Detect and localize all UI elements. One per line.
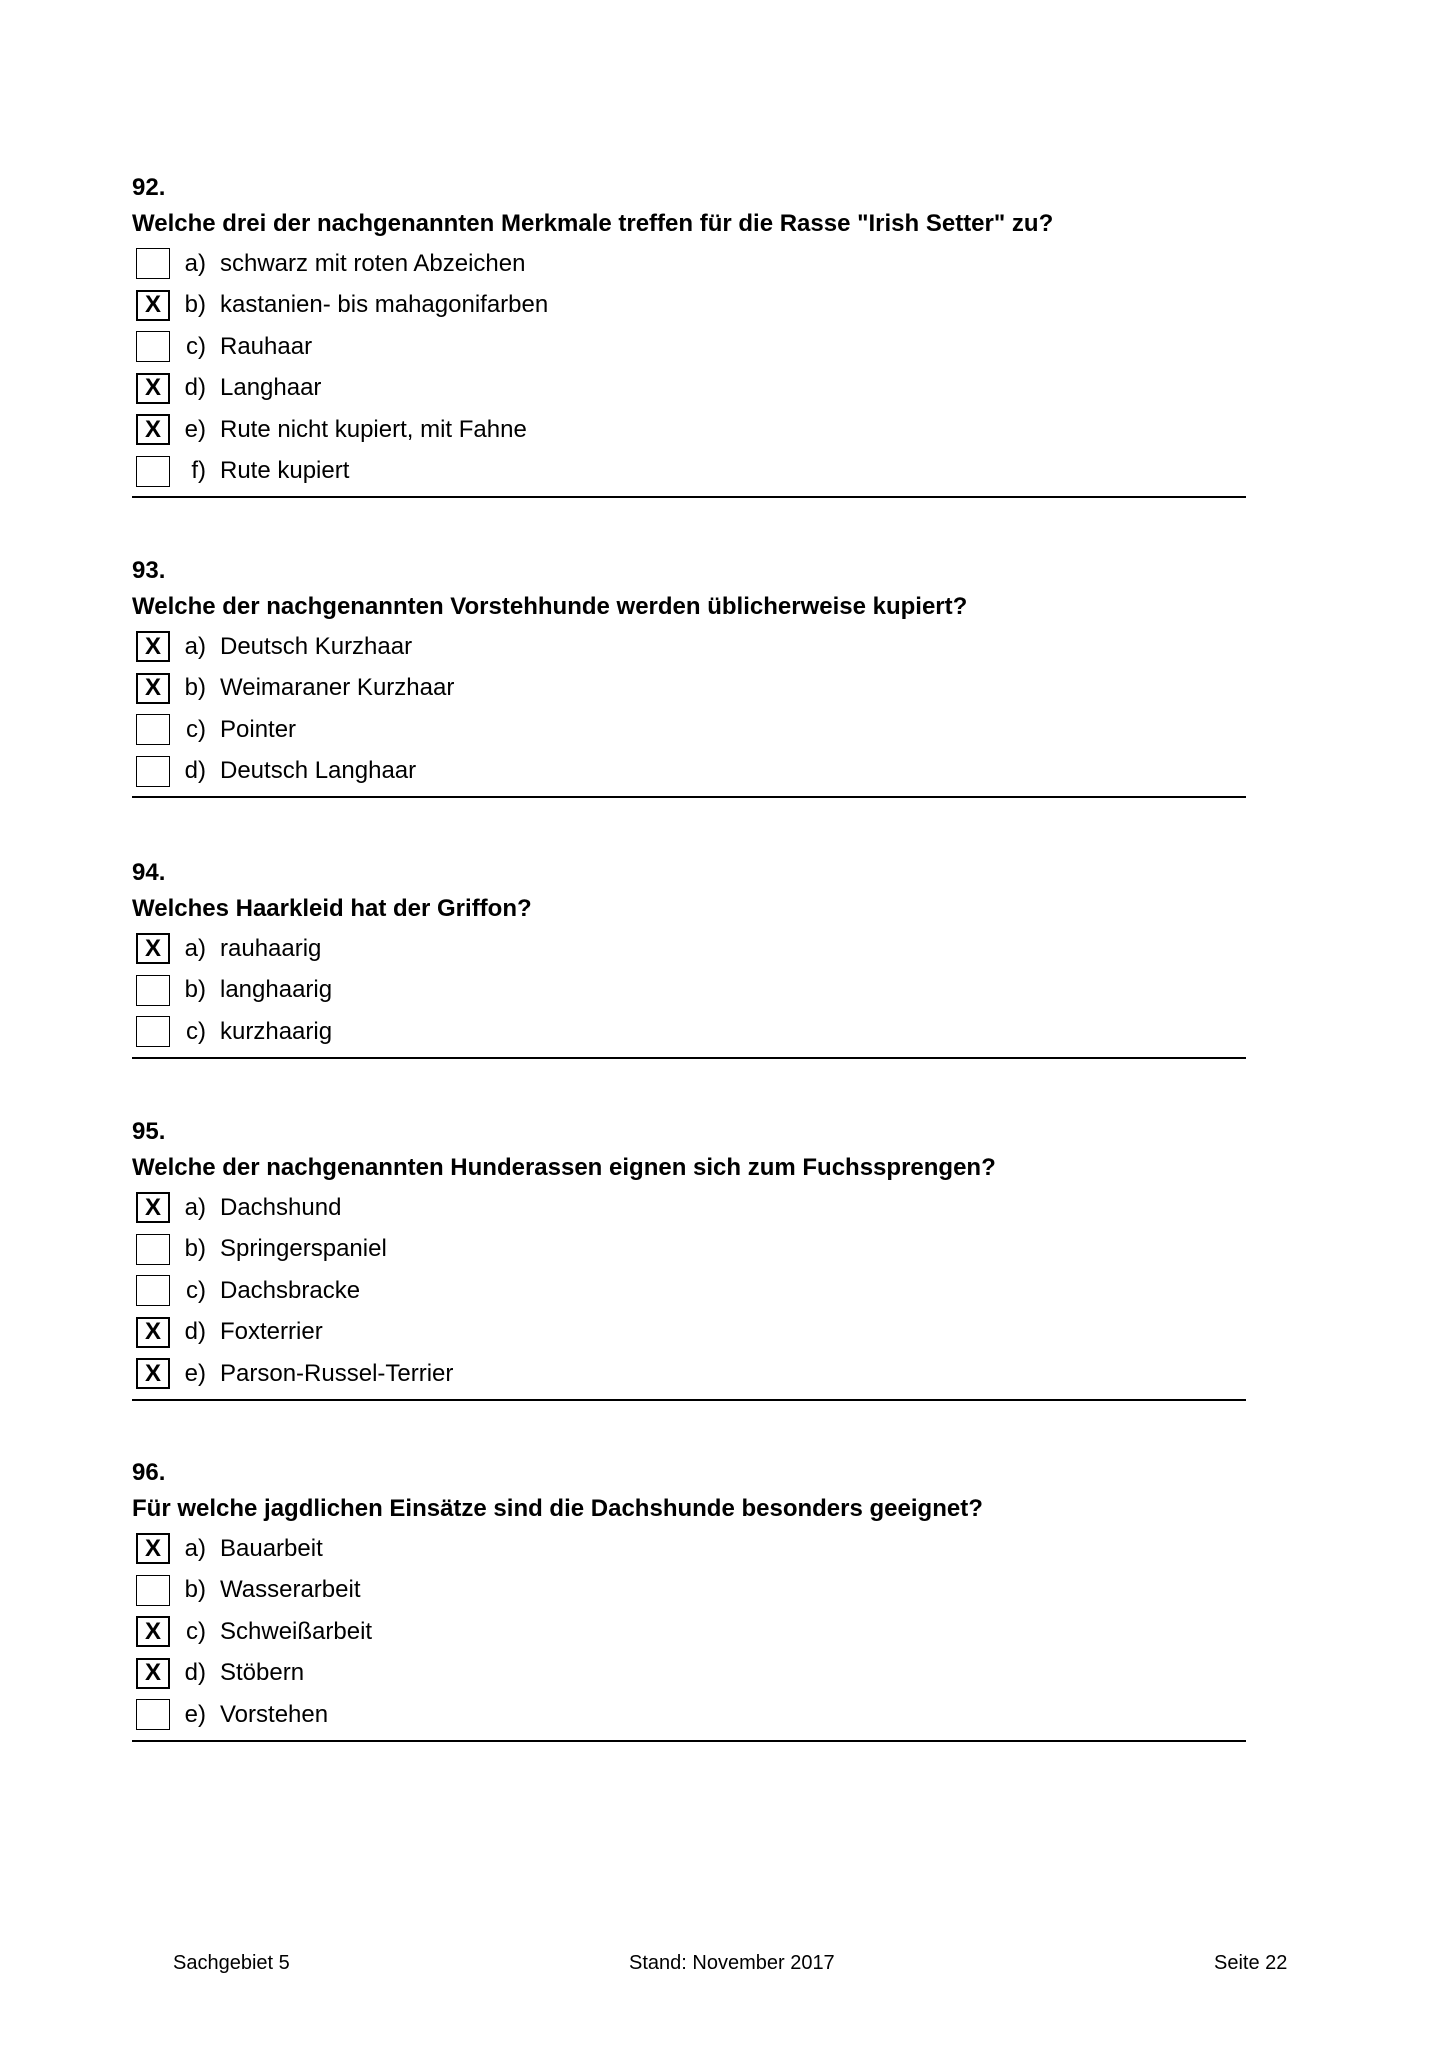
option-text: Parson-Russel-Terrier <box>220 1359 454 1387</box>
option-text: Rute kupiert <box>220 457 350 485</box>
empty-checkbox[interactable] <box>136 1275 170 1306</box>
question-rule-spacer <box>132 1053 1246 1057</box>
answer-option <box>132 1653 1246 1695</box>
question-rule-spacer <box>132 1736 1246 1740</box>
answer-option <box>132 1353 1246 1395</box>
option-letter: a) <box>184 249 206 277</box>
empty-checkbox[interactable] <box>136 756 170 787</box>
question-number: 96. <box>132 1459 166 1486</box>
question-rule-spacer <box>132 1395 1246 1399</box>
option-letter: c) <box>186 1617 206 1645</box>
option-text: kurzhaarig <box>220 1017 333 1045</box>
checked-checkbox[interactable]: X <box>136 1616 170 1647</box>
footer-page-number: Seite 22 <box>1214 1952 1288 1974</box>
question-block <box>132 171 1246 498</box>
answer-option <box>132 409 1246 451</box>
option-text: Rute nicht kupiert, mit Fahne <box>220 415 527 443</box>
checked-checkbox[interactable]: X <box>136 414 170 445</box>
checked-checkbox[interactable]: X <box>136 1317 170 1348</box>
footer-section: Sachgebiet 5 <box>173 1952 290 1974</box>
checked-checkbox[interactable]: X <box>136 373 170 404</box>
question-text: Für welche jagdlichen Einsätze sind die Dachshunde besonders geeignet? <box>132 1495 983 1522</box>
answer-option <box>132 368 1246 410</box>
checked-checkbox[interactable]: X <box>136 933 170 964</box>
option-text: schwarz mit roten Abzeichen <box>220 249 526 277</box>
empty-checkbox[interactable] <box>136 975 170 1006</box>
answer-option <box>132 1611 1246 1653</box>
option-letter: b) <box>184 1576 206 1604</box>
checked-checkbox[interactable]: X <box>136 1192 170 1223</box>
question-text: Welche drei der nachgenannten Merkmale treffen für die Rasse "Irish Setter" zu? <box>132 210 1054 237</box>
answer-option <box>132 928 1246 970</box>
answer-option <box>132 1570 1246 1612</box>
option-letter: f) <box>191 457 206 485</box>
option-text: Wasserarbeit <box>220 1576 361 1604</box>
empty-checkbox[interactable] <box>136 248 170 279</box>
option-text: Dachsbracke <box>220 1276 361 1304</box>
question-number: 94. <box>132 859 166 886</box>
question-rule-spacer <box>132 492 1246 496</box>
answer-option <box>132 243 1246 285</box>
question-number: 92. <box>132 174 166 201</box>
empty-checkbox[interactable] <box>136 331 170 362</box>
answer-option <box>132 1187 1246 1229</box>
answer-option <box>132 751 1246 793</box>
empty-checkbox[interactable] <box>136 456 170 487</box>
answer-option <box>132 668 1246 710</box>
question-rule-spacer <box>132 792 1246 796</box>
option-text: Stöbern <box>220 1659 305 1687</box>
answer-option <box>132 1270 1246 1312</box>
option-text: Deutsch Langhaar <box>220 757 417 785</box>
empty-checkbox[interactable] <box>136 1575 170 1606</box>
option-letter: c) <box>186 332 206 360</box>
option-letter: e) <box>184 415 206 443</box>
option-letter: c) <box>186 1276 206 1304</box>
footer-date: Stand: November 2017 <box>629 1952 835 1974</box>
option-letter: b) <box>184 674 206 702</box>
option-letter: c) <box>186 1017 206 1045</box>
question-number: 95. <box>132 1118 166 1145</box>
option-text: langhaarig <box>220 976 333 1004</box>
option-letter: b) <box>184 291 206 319</box>
checked-checkbox[interactable]: X <box>136 1533 170 1564</box>
option-text: kastanien- bis mahagonifarben <box>220 291 549 319</box>
answer-option <box>132 326 1246 368</box>
answer-option <box>132 626 1246 668</box>
empty-checkbox[interactable] <box>136 1234 170 1265</box>
option-letter: a) <box>184 934 206 962</box>
answer-option <box>132 1229 1246 1271</box>
option-text: Rauhaar <box>220 332 313 360</box>
option-text: Weimaraner Kurzhaar <box>220 674 455 702</box>
answer-option <box>132 1528 1246 1570</box>
empty-checkbox[interactable] <box>136 1699 170 1730</box>
option-letter: d) <box>184 757 206 785</box>
option-text: Springerspaniel <box>220 1235 387 1263</box>
option-letter: a) <box>184 1534 206 1562</box>
question-text: Welche der nachgenannten Hunderassen eignen sich zum Fuchssprengen? <box>132 1154 996 1181</box>
answer-option <box>132 1312 1246 1354</box>
question-text: Welches Haarkleid hat der Griffon? <box>132 895 532 922</box>
answer-option <box>132 285 1246 327</box>
option-letter: a) <box>184 632 206 660</box>
option-text: Deutsch Kurzhaar <box>220 632 413 660</box>
question-block <box>132 1456 1246 1742</box>
option-letter: a) <box>184 1193 206 1221</box>
empty-checkbox[interactable] <box>136 1016 170 1047</box>
checked-checkbox[interactable]: X <box>136 1658 170 1689</box>
option-letter: d) <box>184 374 206 402</box>
option-text: Bauarbeit <box>220 1534 323 1562</box>
question-block <box>132 1115 1246 1401</box>
option-text: Langhaar <box>220 374 322 402</box>
option-letter: d) <box>184 1318 206 1346</box>
option-letter: b) <box>184 1235 206 1263</box>
option-letter: d) <box>184 1659 206 1687</box>
question-block <box>132 554 1246 798</box>
option-letter: e) <box>184 1359 206 1387</box>
question-text: Welche der nachgenannten Vorstehhunde werden üblicherweise kupiert? <box>132 593 968 620</box>
answer-option <box>132 1011 1246 1053</box>
checked-checkbox[interactable]: X <box>136 631 170 662</box>
empty-checkbox[interactable] <box>136 714 170 745</box>
option-text: rauhaarig <box>220 934 322 962</box>
option-letter: e) <box>184 1700 206 1728</box>
answer-option <box>132 1694 1246 1736</box>
option-text: Pointer <box>220 715 297 743</box>
option-letter: b) <box>184 976 206 1004</box>
option-text: Vorstehen <box>220 1700 329 1728</box>
option-text: Schweißarbeit <box>220 1617 373 1645</box>
answer-option <box>132 970 1246 1012</box>
question-block <box>132 856 1246 1059</box>
checked-checkbox[interactable]: X <box>136 290 170 321</box>
answer-option <box>132 709 1246 751</box>
answer-option <box>132 451 1246 493</box>
option-letter: c) <box>186 715 206 743</box>
option-text: Foxterrier <box>220 1318 323 1346</box>
option-text: Dachshund <box>220 1193 342 1221</box>
checked-checkbox[interactable]: X <box>136 1358 170 1389</box>
checked-checkbox[interactable]: X <box>136 673 170 704</box>
question-number: 93. <box>132 557 166 584</box>
